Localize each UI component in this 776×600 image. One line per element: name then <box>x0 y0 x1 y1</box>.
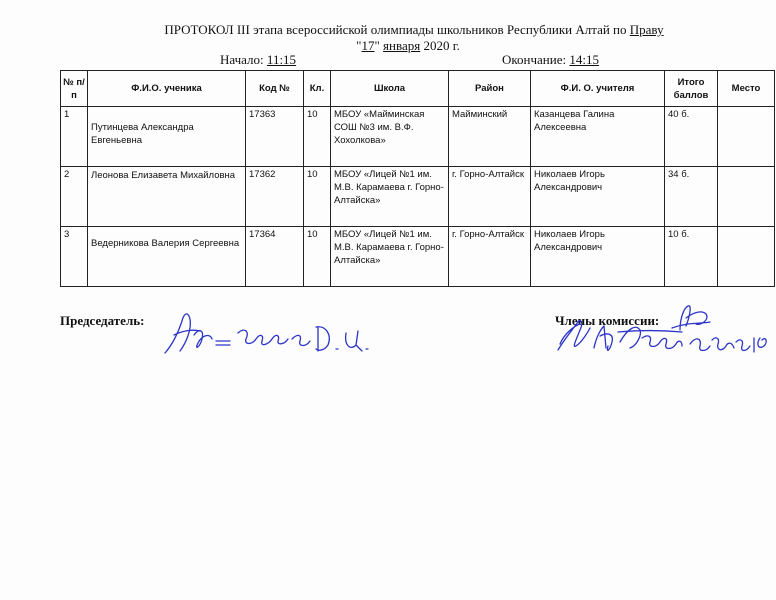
members-label: Члены комиссии: <box>555 313 660 328</box>
header-grade: Кл. <box>304 71 331 107</box>
members-signatures <box>550 300 772 370</box>
header-teacher: Ф.И. О. учителя <box>531 71 665 107</box>
cell-grade: 10 <box>304 167 331 227</box>
cell-district: г. Горно-Алтайск <box>449 227 531 287</box>
cell-district: г. Горно-Алтайск <box>449 167 531 227</box>
cell-fio: Леонова Елизавета Михайловна <box>88 167 246 227</box>
date-year: 2020 г. <box>420 38 460 53</box>
results-table <box>60 70 775 287</box>
header-num: № п/п <box>61 71 88 107</box>
cell-code: 17364 <box>246 227 304 287</box>
date-day: 17 <box>361 38 375 53</box>
header-code: Код № <box>246 71 304 107</box>
title-text: ПРОТОКОЛ III этапа всероссийской олимпиады школьников Республики Алтай по <box>164 22 630 37</box>
start-label: Начало: <box>220 52 267 67</box>
cell-code: 17363 <box>246 107 304 167</box>
cell-district: Майминский <box>449 107 531 167</box>
protocol-title <box>0 22 776 54</box>
cell-code: 17362 <box>246 167 304 227</box>
cell-total: 10 б. <box>665 227 718 287</box>
cell-school: МБОУ «Лицей №1 им. М.В. Карамаева г. Горно-Алтайска» <box>331 167 449 227</box>
table-row <box>61 107 775 167</box>
header-fio: Ф.И.О. ученика <box>88 71 246 107</box>
cell-teacher: Николаев Игорь Александрович <box>531 167 665 227</box>
cell-grade: 10 <box>304 107 331 167</box>
start-value: 11:15 <box>266 52 297 67</box>
cell-teacher: Николаев Игорь Александрович <box>531 227 665 287</box>
cell-place <box>718 107 775 167</box>
date-quote-close: " <box>374 38 384 53</box>
header-place: Место <box>718 71 775 107</box>
cell-place <box>718 167 775 227</box>
cell-teacher: Казанцева Галина Алексеевна <box>531 107 665 167</box>
date-month: января <box>383 38 421 53</box>
end-value: 14:15 <box>569 52 599 67</box>
cell-grade: 10 <box>304 227 331 287</box>
cell-total: 34 б. <box>665 167 718 227</box>
cell-fio: Ведерникова Валерия Сергеевна <box>88 227 246 287</box>
title-date <box>0 38 776 54</box>
table-row <box>61 167 775 227</box>
header-district: Район <box>449 71 531 107</box>
cell-school: МБОУ «Лицей №1 им. М.В. Карамаева г. Горно-Алтайска» <box>331 227 449 287</box>
date-quote-open: " <box>356 38 362 53</box>
table-header-row <box>61 71 775 107</box>
cell-num: 1 <box>61 107 88 167</box>
cell-fio: Путинцева Александра Евгеньевна <box>88 107 246 167</box>
title-line-1 <box>0 22 776 38</box>
cell-place <box>718 227 775 287</box>
cell-num: 2 <box>61 167 88 227</box>
header-total: Итого баллов <box>665 71 718 107</box>
cell-num: 3 <box>61 227 88 287</box>
end-label: Окончание: <box>502 52 570 67</box>
cell-total: 40 б. <box>665 107 718 167</box>
end-time <box>502 52 599 68</box>
subject-name: Праву <box>629 22 664 37</box>
start-time <box>220 52 296 68</box>
header-school: Школа <box>331 71 449 107</box>
chair-label: Председатель: <box>60 313 145 328</box>
table-row <box>61 227 775 287</box>
chair-signature <box>160 305 370 365</box>
cell-school: МБОУ «Майминская СОШ №3 им. В.Ф. Хохолкова» <box>331 107 449 167</box>
